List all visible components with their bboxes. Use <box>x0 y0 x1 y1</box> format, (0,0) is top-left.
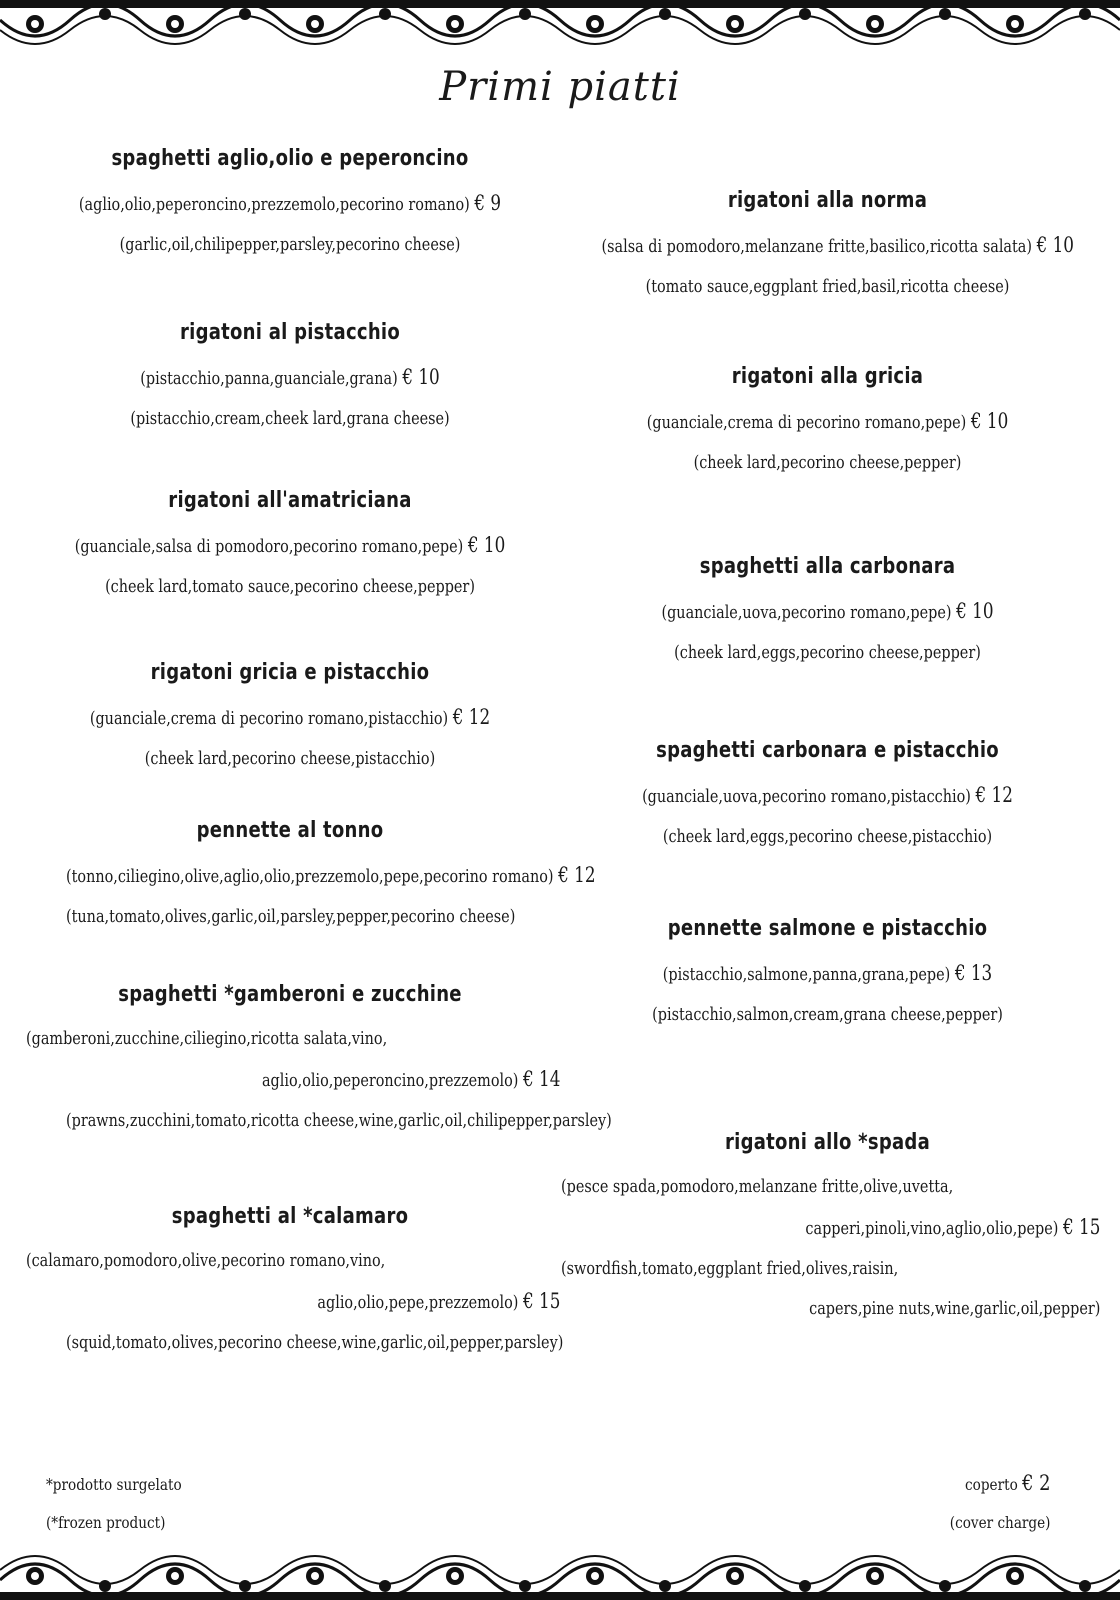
dish-description: (pesce spada,pomodoro,melanzane fritte,olive,uvetta, <box>561 1176 954 1197</box>
menu-item <box>545 364 1110 483</box>
dish-translation: (pistacchio,salmon,cream,grana cheese,pepper) <box>652 1004 1003 1025</box>
dish-name: spaghetti alla carbonara <box>699 554 956 579</box>
dish-translation: (prawns,zucchini,tomato,ricotta cheese,wine,garlic,oil,chilipepper,parsley) <box>66 1110 612 1131</box>
dish-price: € 10 <box>1036 233 1074 257</box>
dish-translation: (pistacchio,cream,cheek lard,grana cheese) <box>130 408 450 429</box>
dish-description-continued: capperi,pinoli,vino,aglio,olio,pepe) € 15 <box>805 1215 1101 1239</box>
dish-description: (pistacchio,salmone,panna,grana,pepe) € 13 <box>662 961 993 985</box>
dish-name: pennette salmone e pistacchio <box>667 916 988 941</box>
dish-price: € 13 <box>954 961 993 985</box>
dish-name: rigatoni alla gricia <box>731 364 924 389</box>
dish-translation: (cheek lard,pecorino cheese,pepper) <box>693 452 962 473</box>
menu-item <box>10 818 596 937</box>
menu-item <box>545 554 1110 673</box>
dish-description: (calamaro,pomodoro,olive,pecorino romano,vino, <box>26 1250 386 1271</box>
cover-charge-note <box>949 1464 1050 1542</box>
dish-translation: (cheek lard,pecorino cheese,pistacchio) <box>144 748 436 769</box>
dish-price: € 10 <box>402 365 440 389</box>
dish-description: (guanciale,crema di pecorino romano,pepe) € 10 <box>646 409 1009 433</box>
dish-price: € 12 <box>452 705 491 729</box>
cover-charge-it: coperto € 2 <box>964 1471 1050 1495</box>
dish-description-continued: aglio,olio,peperoncino,prezzemolo) € 14 <box>261 1067 561 1091</box>
menu-item <box>545 1130 1110 1329</box>
menu-item <box>10 1204 570 1363</box>
menu-item <box>545 738 1110 857</box>
dish-description: (pistacchio,panna,guanciale,grana) € 10 <box>140 365 440 389</box>
menu-item <box>10 320 570 439</box>
dish-name: rigatoni alla norma <box>727 188 928 213</box>
menu-section-title: Primi piatti <box>439 64 681 110</box>
dish-description: (aglio,olio,peperoncino,prezzemolo,pecorino romano) € 9 <box>78 191 502 215</box>
frozen-note-en: (*frozen product) <box>46 1513 166 1532</box>
dish-description: (guanciale,uova,pecorino romano,pepe) € 10 <box>661 599 994 623</box>
dish-description: (salsa di pomodoro,melanzane fritte,basilico,ricotta salata) € 10 <box>601 233 1074 257</box>
dish-name: spaghetti aglio,olio e peperoncino <box>111 146 469 171</box>
dish-translation: (cheek lard,eggs,pecorino cheese,pepper) <box>674 642 981 663</box>
dish-price: € 14 <box>522 1067 561 1091</box>
dish-translation: (squid,tomato,olives,pecorino cheese,wine,garlic,oil,pepper,parsley) <box>66 1332 564 1353</box>
dish-name: rigatoni all'amatriciana <box>168 488 412 513</box>
ornamental-border-bottom <box>0 1548 1120 1600</box>
dish-price: € 10 <box>956 599 994 623</box>
dish-price: € 15 <box>1062 1215 1101 1239</box>
dish-price: € 12 <box>558 863 596 887</box>
frozen-note-it: *prodotto surgelato <box>46 1475 182 1494</box>
dish-translation-continued: capers,pine nuts,wine,garlic,oil,pepper) <box>809 1298 1101 1319</box>
dish-price: € 10 <box>970 409 1009 433</box>
dish-description: (guanciale,uova,pecorino romano,pistacchio) € 12 <box>642 783 1013 807</box>
menu-item <box>10 146 570 265</box>
menu-item <box>10 982 612 1141</box>
dish-translation: (tuna,tomato,olives,garlic,oil,parsley,pepper,pecorino cheese) <box>66 906 516 927</box>
dish-name: spaghetti *gamberoni e zucchine <box>118 982 462 1007</box>
dish-translation: (swordfish,tomato,eggplant fried,olives,raisin, <box>561 1258 899 1279</box>
dish-description-continued: aglio,olio,pepe,prezzemolo) € 15 <box>317 1289 561 1313</box>
dish-description: (tonno,ciliegino,olive,aglio,olio,prezzemolo,pepe,pecorino romano) € 12 <box>66 863 596 887</box>
dish-translation: (garlic,oil,chilipepper,parsley,pecorino cheese) <box>119 234 461 255</box>
dish-name: pennette al tonno <box>196 818 384 843</box>
frozen-product-note <box>46 1466 182 1542</box>
dish-price: € 12 <box>975 783 1013 807</box>
ornamental-border-top <box>0 0 1120 52</box>
menu-item <box>10 488 570 607</box>
dish-name: rigatoni allo *spada <box>725 1130 930 1155</box>
dish-name: rigatoni gricia e pistacchio <box>150 660 430 685</box>
menu-item <box>545 188 1110 307</box>
dish-translation: (cheek lard,eggs,pecorino cheese,pistacchio) <box>662 826 993 847</box>
dish-translation: (tomato sauce,eggplant fried,basil,ricotta cheese) <box>645 276 1010 297</box>
dish-translation: (cheek lard,tomato sauce,pecorino cheese,pepper) <box>105 576 475 597</box>
dish-description: (gamberoni,zucchine,ciliegino,ricotta salata,vino, <box>26 1028 388 1049</box>
dish-name: spaghetti al *calamaro <box>171 1204 409 1229</box>
dish-description: (guanciale,crema di pecorino romano,pistacchio) € 12 <box>89 705 491 729</box>
dish-price: € 10 <box>467 533 506 557</box>
cover-charge-en: (cover charge) <box>949 1513 1050 1532</box>
cover-price: € 2 <box>1021 1471 1050 1495</box>
dish-description: (guanciale,salsa di pomodoro,pecorino romano,pepe) € 10 <box>74 533 506 557</box>
dish-name: spaghetti carbonara e pistacchio <box>656 738 999 763</box>
dish-price: € 15 <box>522 1289 561 1313</box>
menu-item <box>10 660 570 779</box>
menu-item <box>545 916 1110 1035</box>
dish-price: € 9 <box>474 191 502 215</box>
dish-name: rigatoni al pistacchio <box>180 320 400 345</box>
